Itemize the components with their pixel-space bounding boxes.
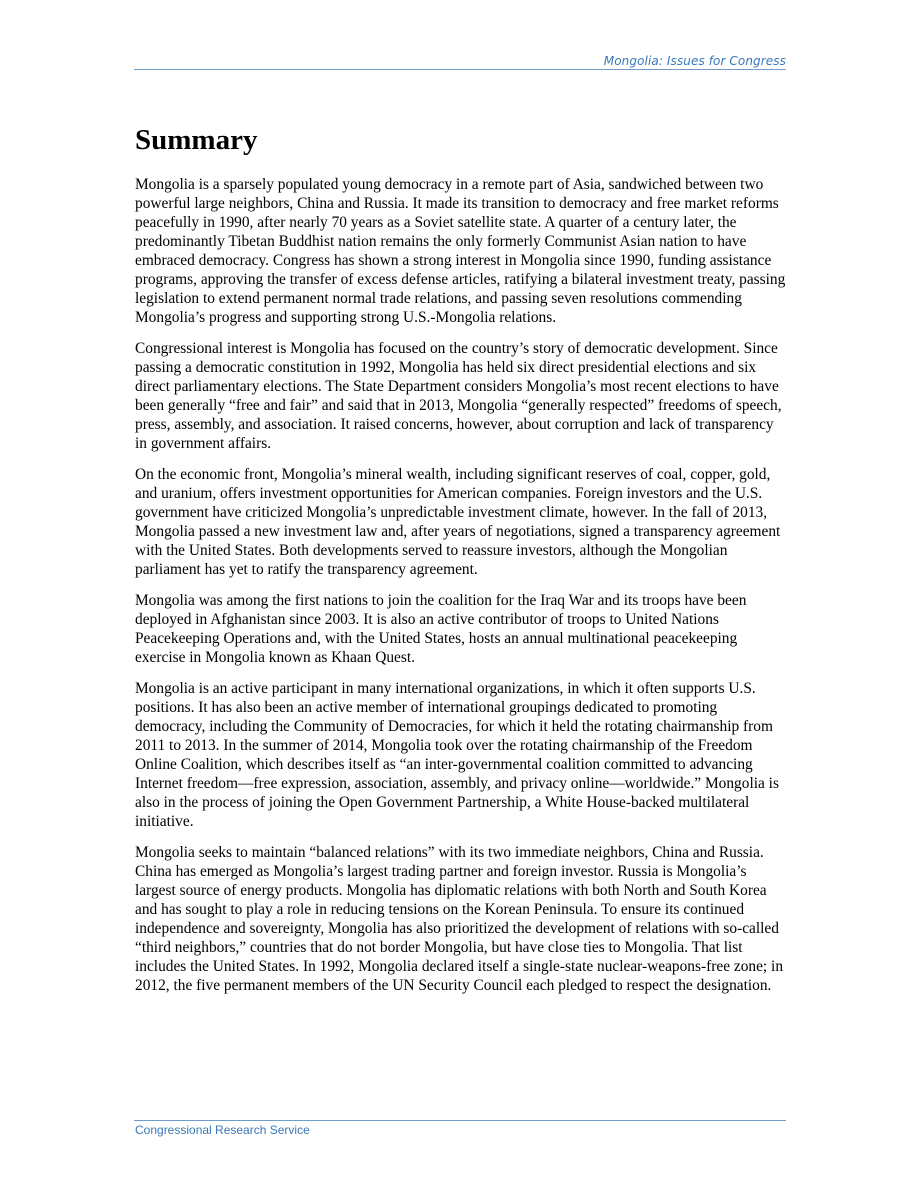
header-divider bbox=[134, 69, 786, 70]
running-header: Mongolia: Issues for Congress bbox=[603, 54, 786, 68]
section-title: Summary bbox=[135, 124, 258, 156]
running-footer: Congressional Research Service bbox=[135, 1123, 310, 1137]
paragraph: Congressional interest is Mongolia has focused on the country’s story of democratic development. Since passing a democratic constitution in 1992, Mongolia has held six direct presidential elections and six direct parliamentary elections. The State Department considers Mongolia’s most recent elections to have been generally “free and fair” and said that in 2013, Mongolia “generally respected” freedoms of speech, press, assembly, and association. It raised concerns, however, about corruption and lack of transparency in government affairs. bbox=[135, 340, 782, 452]
paragraph: Mongolia is a sparsely populated young democracy in a remote part of Asia, sandwiched between two powerful large neighbors, China and Russia. It made its transition to democracy and free market reforms peacefully in 1990, after nearly 70 years as a Soviet satellite state. A quarter of a century later, the predominantly Tibetan Buddhist nation remains the only formerly Communist Asian nation to have embraced democracy. Congress has shown a strong interest in Mongolia since 1990, funding assistance programs, approving the transfer of excess defense articles, ratifying a bilateral investment treaty, passing legislation to extend permanent normal trade relations, and passing seven resolutions commending Mongolia’s progress and supporting strong U.S.-Mongolia relations. bbox=[135, 176, 786, 326]
paragraph: On the economic front, Mongolia’s mineral wealth, including significant reserves of coal, copper, gold, and uranium, offers investment opportunities for American companies. Foreign investors and the U.S. government have criticized Mongolia’s unpredictable investment climate, however. In the fall of 2013, Mongolia passed a new investment law and, after years of negotiations, signed a transparency agreement with the United States. Both developments served to reassure investors, although the Mongolian parliament has yet to ratify the transparency agreement. bbox=[135, 466, 781, 578]
summary-body bbox=[135, 175, 786, 1007]
footer-divider bbox=[134, 1120, 786, 1121]
paragraph: Mongolia seeks to maintain “balanced relations” with its two immediate neighbors, China and Russia. China has emerged as Mongolia’s largest trading partner and foreign investor. Russia is Mongolia’s largest source of energy products. Mongolia has diplomatic relations with both North and South Korea and has sought to play a role in reducing tensions on the Korean Peninsula. To ensure its continued independence and sovereignty, Mongolia has also prioritized the development of relations with so-called “third neighbors,” countries that do not border Mongolia, but have close ties to Mongolia. That list includes the United States. In 1992, Mongolia declared itself a single-state nuclear-weapons-free zone; in 2012, the five permanent members of the UN Security Council each pledged to respect the designation. bbox=[135, 844, 784, 994]
paragraph: Mongolia was among the first nations to join the coalition for the Iraq War and its troops have been deployed in Afghanistan since 2003. It is also an active contributor of troops to United Nations Peacekeeping Operations and, with the United States, hosts an annual multinational peacekeeping exercise in Mongolia known as Khaan Quest. bbox=[135, 592, 747, 666]
paragraph: Mongolia is an active participant in many international organizations, in which it often supports U.S. positions. It has also been an active member of international groupings dedicated to promoting democracy, including the Community of Democracies, for which it held the rotating chairmanship from 2011 to 2013. In the summer of 2014, Mongolia took over the rotating chairmanship of the Freedom Online Coalition, which describes itself as “an inter-governmental coalition committed to advancing Internet freedom—free expression, association, assembly, and privacy online—worldwide.” Mongolia is also in the process of joining the Open Government Partnership, a White House-backed multilateral initiative. bbox=[135, 680, 779, 830]
